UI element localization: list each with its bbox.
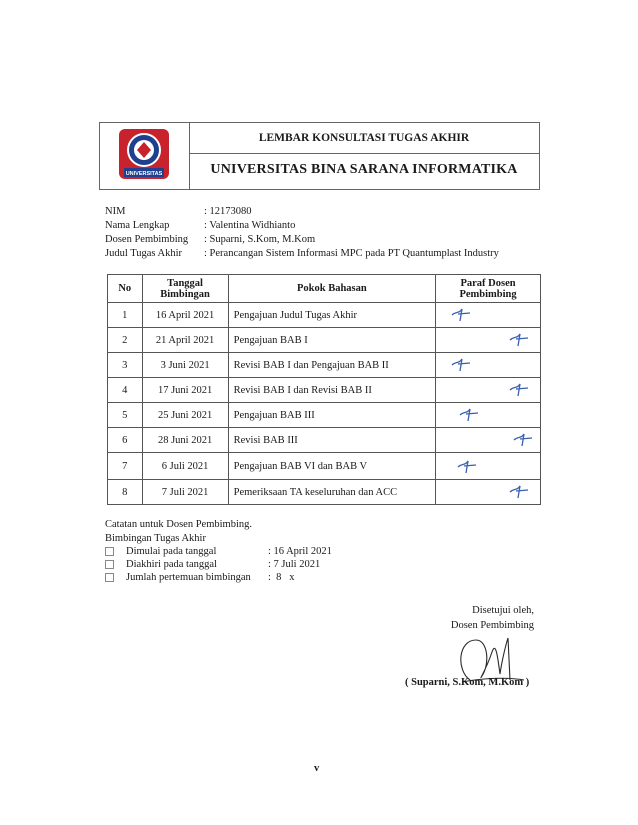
count-value: : 8 x <box>268 572 295 583</box>
logo-cell <box>100 123 190 189</box>
advisor-value: : Suparni, S.Kom, M.Kom <box>204 234 316 245</box>
checkbox-icon <box>105 573 114 582</box>
university-logo <box>118 128 170 180</box>
row-signature <box>436 453 541 480</box>
row-date: 28 Juni 2021 <box>142 428 228 453</box>
row-date: 21 April 2021 <box>142 328 228 353</box>
row-signature <box>436 403 541 428</box>
signature-icon <box>508 380 530 398</box>
row-signature <box>436 303 541 328</box>
row-no: 6 <box>108 428 143 453</box>
consultation-table <box>107 274 541 505</box>
row-topic: Pengajuan Judul Tugas Akhir <box>228 303 435 328</box>
name-value: : Valentina Widhianto <box>204 220 296 231</box>
row-signature <box>436 480 541 505</box>
signature-icon <box>508 330 530 348</box>
signer-name: ( Suparni, S.Kom, M.Kom ) <box>405 677 530 688</box>
row-no: 5 <box>108 403 143 428</box>
thesis-label: Judul Tugas Akhir <box>105 248 183 259</box>
row-date: 16 April 2021 <box>142 303 228 328</box>
row-topic: Revisi BAB I dan Pengajuan BAB II <box>228 353 435 378</box>
checkbox-icon <box>105 560 114 569</box>
table-row <box>108 378 541 403</box>
name-label: Nama Lengkap <box>105 220 170 231</box>
row-topic: Revisi BAB III <box>228 428 435 453</box>
signature-icon <box>450 355 472 373</box>
table-header-row <box>108 275 541 303</box>
row-no: 8 <box>108 480 143 505</box>
checkbox-icon <box>105 547 114 556</box>
row-date: 6 Juli 2021 <box>142 453 228 480</box>
row-no: 2 <box>108 328 143 353</box>
row-topic: Pengajuan BAB I <box>228 328 435 353</box>
thesis-value: : Perancangan Sistem Informasi MPC pada PT Quantumplast Industry <box>204 248 499 259</box>
table-row <box>108 353 541 378</box>
table-row <box>108 428 541 453</box>
approval-line2: Dosen Pembimbing <box>450 620 534 631</box>
row-date: 17 Juni 2021 <box>142 378 228 403</box>
row-date: 3 Juni 2021 <box>142 353 228 378</box>
advisor-label: Dosen Pembimbing <box>105 234 189 245</box>
document-header <box>99 122 540 190</box>
table-row <box>108 328 541 353</box>
table-row <box>108 403 541 428</box>
header-date-line2: Bimbingan <box>160 288 210 300</box>
row-topic: Pengajuan BAB III <box>228 403 435 428</box>
header-date <box>142 275 228 303</box>
notes-heading: Catatan untuk Dosen Pembimbing. <box>105 519 252 530</box>
signature-icon <box>508 482 530 500</box>
signature-icon <box>456 457 478 475</box>
header-sign <box>436 275 541 303</box>
end-value: : 7 Juli 2021 <box>268 559 321 570</box>
end-label: Diakhiri pada tanggal <box>126 559 217 570</box>
start-label: Dimulai pada tanggal <box>126 546 217 557</box>
header-sign-line1: Paraf Dosen <box>460 277 516 289</box>
row-topic: Revisi BAB I dan Revisi BAB II <box>228 378 435 403</box>
signature-icon <box>450 305 472 323</box>
table-row <box>108 303 541 328</box>
row-topic: Pengajuan BAB VI dan BAB V <box>228 453 435 480</box>
row-date: 7 Juli 2021 <box>142 480 228 505</box>
header-topic: Pokok Bahasan <box>228 275 435 303</box>
header-no: No <box>108 275 143 303</box>
row-signature <box>436 328 541 353</box>
start-value: : 16 April 2021 <box>268 546 332 557</box>
row-topic: Pemeriksaan TA keseluruhan dan ACC <box>228 480 435 505</box>
row-no: 4 <box>108 378 143 403</box>
header-sign-line2: Pembimbing <box>459 288 517 300</box>
row-date: 25 Juni 2021 <box>142 403 228 428</box>
row-no: 7 <box>108 453 143 480</box>
row-no: 1 <box>108 303 143 328</box>
signature-icon <box>458 405 480 423</box>
form-title: LEMBAR KONSULTASI TUGAS AKHIR <box>189 123 539 154</box>
nim-label: NIM <box>105 206 126 217</box>
approval-line1: Disetujui oleh, <box>472 605 534 616</box>
row-signature <box>436 353 541 378</box>
row-no: 3 <box>108 353 143 378</box>
nim-value: : 12173080 <box>204 206 252 217</box>
page-number: v <box>314 763 320 774</box>
notes-subheading: Bimbingan Tugas Akhir <box>105 533 206 544</box>
signature-icon <box>512 430 534 448</box>
count-label: Jumlah pertemuan bimbingan <box>126 572 251 583</box>
university-name: UNIVERSITAS BINA SARANA INFORMATIKA <box>210 162 518 177</box>
row-signature <box>436 378 541 403</box>
header-date-line1: Tanggal <box>167 277 203 289</box>
row-signature <box>436 428 541 453</box>
table-row <box>108 480 541 505</box>
logo-text: UNIVERSITAS <box>125 171 163 177</box>
table-row <box>108 453 541 480</box>
